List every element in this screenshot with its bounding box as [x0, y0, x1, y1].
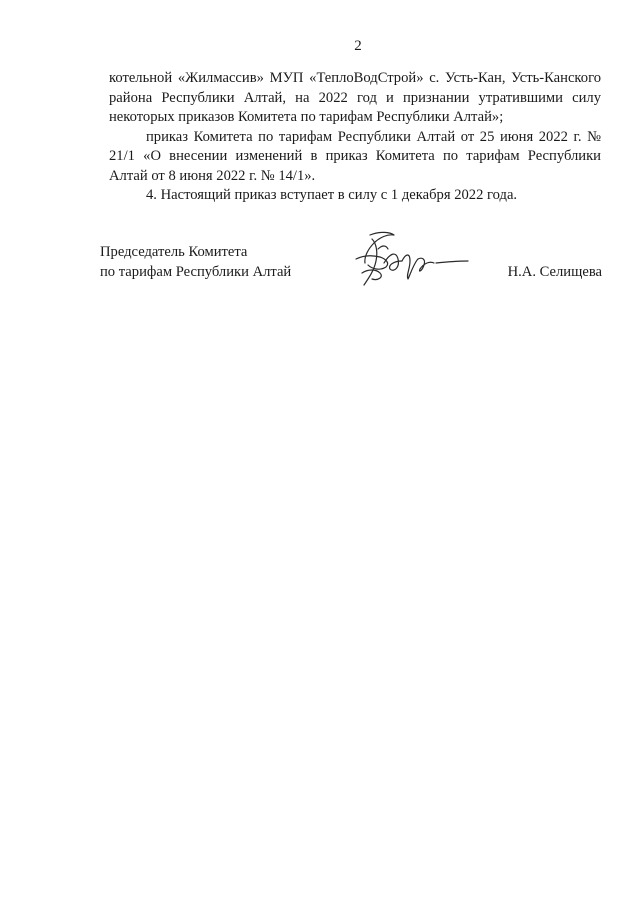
paragraph-continuation: котельной «Жилмассив» МУП «ТеплоВодСтрой» с. Усть-Кан, Усть-Канского района Республики Алтай, на 2022 год и признании утратившими силу некоторых приказов Комитета по тарифам Республики Алтай»;: [109, 70, 601, 125]
document-body: [109, 69, 601, 206]
signatory-title-line-1: Председатель Комитета: [100, 244, 248, 260]
paragraph-order-reference: приказ Комитета по тарифам Республики Алтай от 25 июня 2022 г. № 21/1 «О внесении изменений в приказ Комитета по тарифам Республики Алтай от 8 июня 2022 г. № 14/1».: [109, 128, 601, 184]
paragraph-effective-date: 4. Настоящий приказ вступает в силу с 1 декабря 2022 года.: [146, 187, 518, 203]
signatory-title: [100, 243, 291, 282]
handwritten-signature: [350, 229, 475, 291]
signatory-title-line-2: по тарифам Республики Алтай: [100, 263, 292, 280]
signatory-name: Н.А. Селищева: [507, 263, 602, 280]
page-number: 2: [354, 38, 362, 54]
signature-block: [100, 243, 602, 293]
